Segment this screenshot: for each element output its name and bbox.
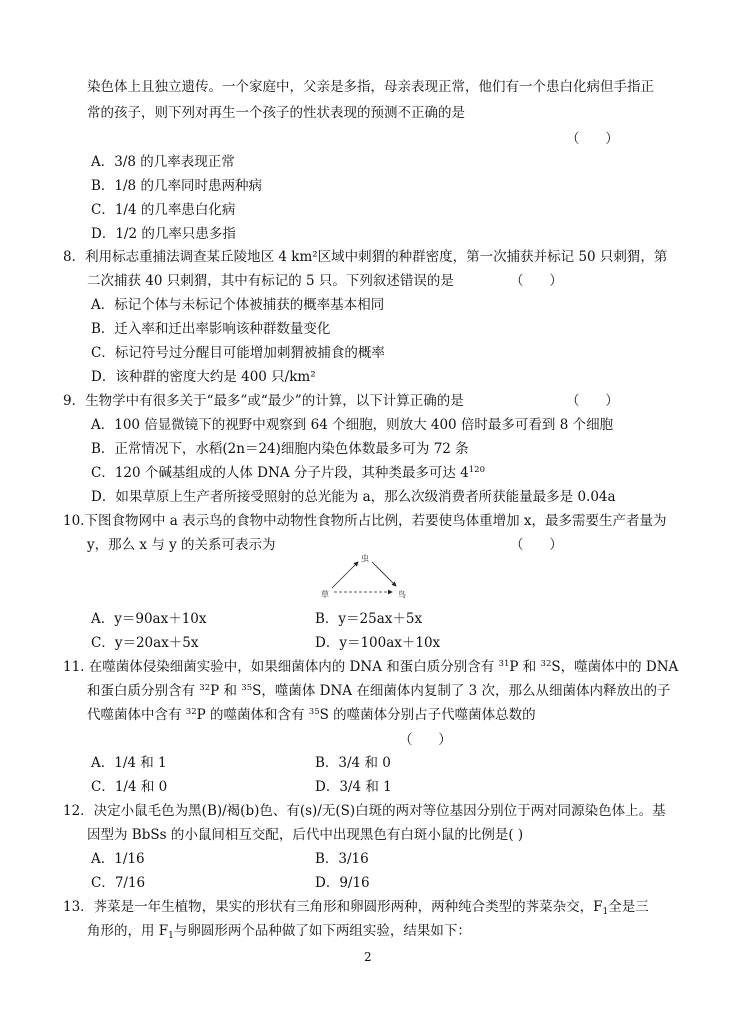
q11-option-a: A．1/4 和 1 [91, 755, 167, 771]
q11-stem-line-2 [87, 682, 671, 700]
q11-l2-text-a: 和蛋白质分别含有 [87, 683, 200, 699]
q7-stem-line-1: 染色体上且独立遗传。一个家庭中，父亲是多指，母亲表现正常，他们有一个患白化病但手指正 [87, 79, 654, 95]
q11-l3-isotope-p: 32 [185, 707, 197, 717]
arrow-grass-to-insect [332, 562, 358, 588]
q9-option-a: A．100 倍显微镜下的视野中观察到 64 个细胞，则放大 400 倍时最多可看到 8 个细胞 [91, 417, 614, 433]
q12-option-d: D．9/16 [315, 875, 370, 891]
q12-option-c: C．7/16 [91, 875, 146, 891]
q8-option-b: B．迁入率和迁出率影响该种群数量变化 [91, 321, 331, 337]
q12-stem-line-1: 12．决定小鼠毛色为黑(B)/褐(b)色、有(s)/无(S)白斑的两对等位基因分别位于两对同源染色体上。基 [63, 803, 666, 819]
q9-stem-line-1: 9．生物学中有很多关于“最多”或“最少”的计算，以下计算正确的是 [63, 393, 464, 409]
q11-l1-isotope-s: 32 [540, 659, 552, 669]
q10-stem-line-1: 10.下图食物网中 a 表示鸟的食物中动物性食物所占比例，若要使鸟体重增加 x，最多需要生产者量为 [63, 513, 667, 529]
q8-option-d: D．该种群的密度大约是 400 只/km² [91, 369, 316, 385]
q9-option-c-exponent: 120 [468, 465, 485, 475]
q13-stem-line-2 [87, 922, 471, 940]
q11-l1-text-b: P 和 [509, 659, 541, 675]
q11-l1-text-c: S，噬菌体中的 DNA [551, 659, 679, 675]
q13-l1-text-a: 13．荠菜是一年生植物，果实的形状有三角形和卵圆形两种，两种纯合类型的荠菜杂交，F [63, 899, 603, 915]
q11-l3-isotope-s: 35 [308, 707, 320, 717]
q10-option-c: C．y＝20ax＋5x [91, 635, 199, 651]
q11-l2-text-c: S，噬菌体 DNA 在细菌体内复制了 3 次，那么从细菌体内释放出的子 [252, 683, 671, 699]
q10-option-d: D．y＝100ax＋10x [315, 635, 441, 651]
q12-option-a: A．1/16 [91, 851, 145, 867]
q11-answer-paren: （ ） [399, 732, 452, 748]
q7-option-d: D．1/2 的几率只患多指 [91, 226, 236, 242]
q8-stem-line-2: 二次捕获 40 只刺猬，其中有标记的 5 只。下列叙述错误的是 [87, 273, 454, 289]
q8-option-a: A．标记个体与未标记个体被捕获的概率基本相同 [91, 297, 385, 313]
q11-l2-text-b: P 和 [210, 683, 242, 699]
q13-l1-subscript: 1 [602, 907, 609, 917]
food-web-node-grass: 草 [321, 590, 329, 598]
q11-option-b: B．3/4 和 0 [315, 755, 391, 771]
q10-stem-line-2: y，那么 x 与 y 的关系可表示为 [87, 537, 276, 553]
q13-l2-text-a: 角形的，用 F [87, 923, 169, 939]
page-number: 2 [364, 950, 372, 964]
q9-option-c-text: C．120 个碱基组成的人体 DNA 分子片段，其种类最多可达 4 [91, 465, 469, 481]
q13-stem-line-1 [63, 898, 649, 916]
q11-stem-line-1 [63, 658, 678, 676]
q10-option-b: B．y＝25ax＋5x [315, 611, 423, 627]
food-web-node-insect: 虫 [361, 554, 369, 563]
q11-l2-isotope-s: 35 [241, 683, 253, 693]
q7-answer-paren: （ ） [566, 131, 619, 147]
q11-l2-isotope-p: 32 [199, 683, 211, 693]
q10-option-a: A．y＝90ax＋10x [91, 611, 207, 627]
q11-l1-isotope-p: 31 [498, 659, 510, 669]
q11-l3-text-a: 代噬菌体中含有 [87, 707, 186, 723]
q11-l3-text-c: S 的噬菌体分别占子代噬菌体总数的 [319, 707, 536, 723]
q7-option-a: A．3/8 的几率表现正常 [91, 154, 235, 170]
q13-l2-subscript: 1 [168, 931, 174, 941]
q9-option-d: D．如果草原上生产者所接受照射的总光能为 a，那么次级消费者所获能量最多是 0.04a [91, 489, 616, 505]
q13-l1-text-b: 全是三 [608, 899, 649, 915]
q11-option-c: C．1/4 和 0 [91, 779, 168, 795]
food-web-diagram [320, 552, 410, 598]
q9-option-c [91, 464, 485, 482]
q9-answer-paren: （ ） [566, 393, 619, 409]
q11-option-d: D．3/4 和 1 [315, 779, 392, 795]
q7-option-b: B．1/8 的几率同时患两种病 [91, 178, 262, 194]
q8-stem-line-1: 8．利用标志重捕法调查某丘陵地区 4 km²区域中刺猬的种群密度，第一次捕获并标记 50 只刺猬，第 [63, 249, 668, 265]
q11-l1-text-a: 11. 在噬菌体侵染细菌实验中，如果细菌体内的 DNA 和蛋白质分别含有 [63, 659, 499, 675]
q7-stem-line-2: 常的孩子，则下列对再生一个孩子的性状表现的预测不正确的是 [87, 105, 465, 121]
q8-option-c: C．标记符号过分醒目可能增加刺猬被捕食的概率 [91, 345, 385, 361]
q12-option-b: B．3/16 [315, 851, 369, 867]
q11-l3-text-b: P 的噬菌体和含有 [196, 707, 309, 723]
q11-stem-line-3 [87, 706, 536, 724]
q13-l2-text-b: 与卵圆形两个品种做了如下两组实验，结果如下： [173, 923, 471, 939]
q8-answer-paren: （ ） [510, 273, 563, 289]
q10-answer-paren: （ ） [510, 537, 563, 553]
arrow-insect-to-bird [372, 562, 396, 586]
food-web-node-bird: 鸟 [398, 590, 406, 598]
q12-stem-line-2: 因型为 BbSs 的小鼠间相互交配，后代中出现黑色有白斑小鼠的比例是( ) [87, 827, 524, 843]
q7-option-c: C．1/4 的几率患白化病 [91, 202, 236, 218]
q9-option-b: B．正常情况下，水稻(2n＝24)细胞内染色体数最多可为 72 条 [91, 441, 469, 457]
